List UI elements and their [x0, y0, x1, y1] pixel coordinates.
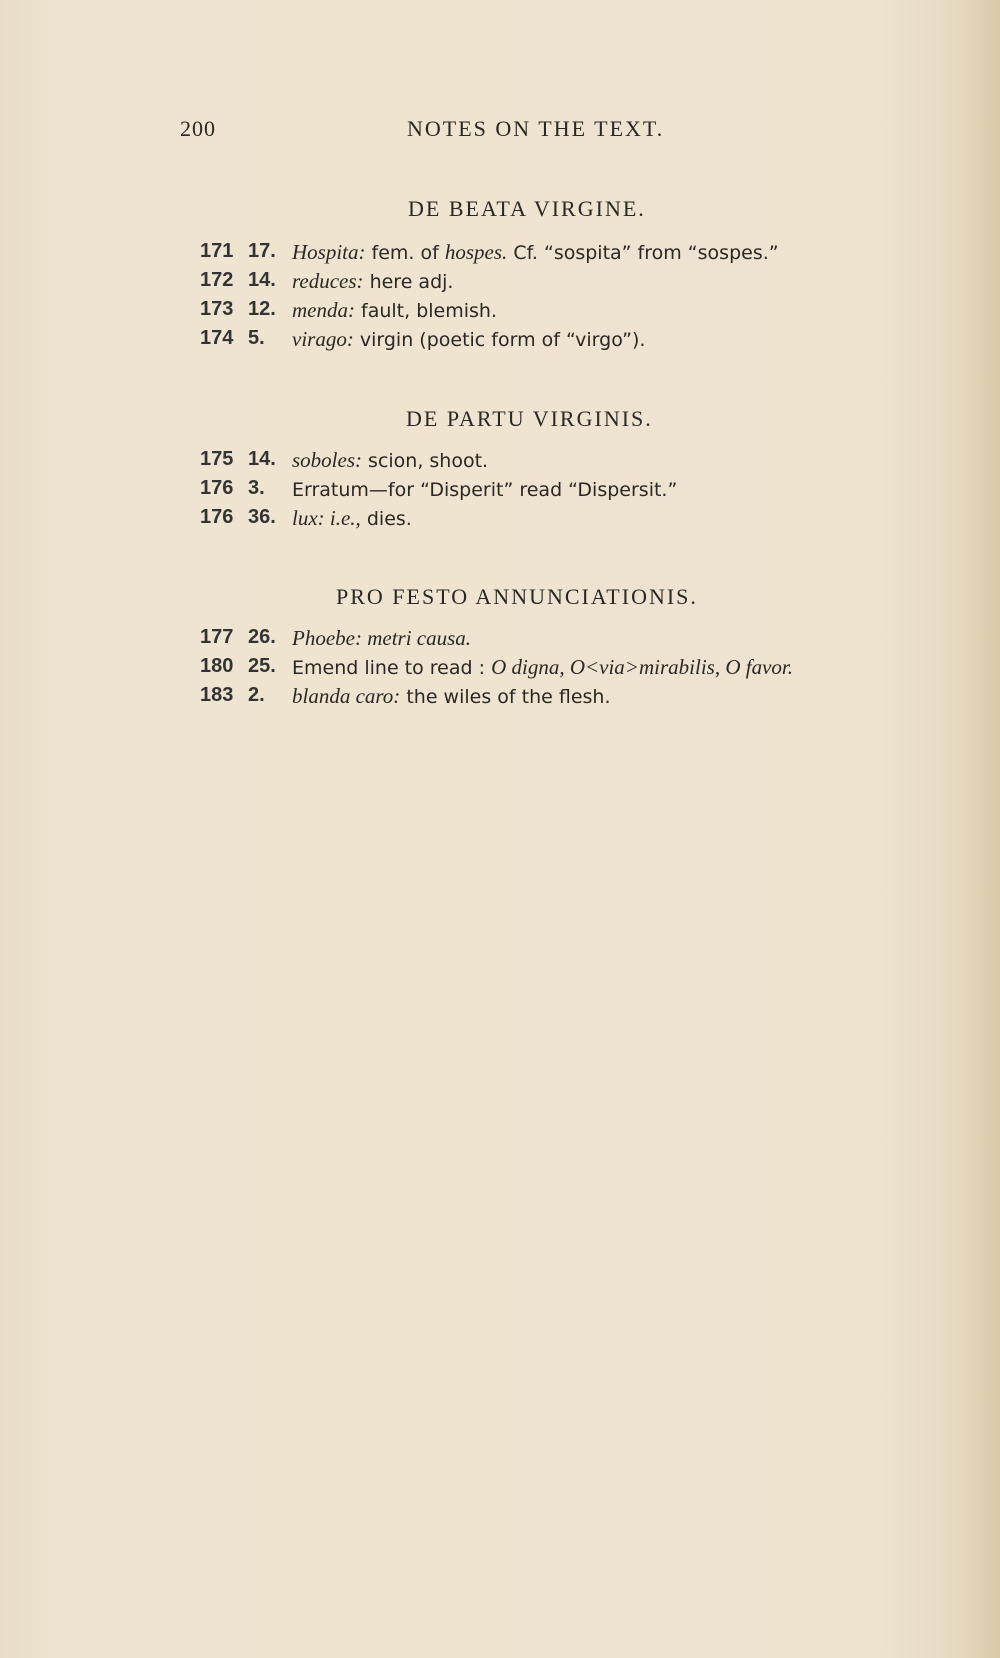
note-reference: 171 17. — [200, 240, 276, 262]
note-reference: 176 36. — [200, 506, 276, 528]
note-text: lux: i.e., dies. — [292, 506, 412, 530]
note-reference: 175 14. — [200, 448, 276, 470]
note-text: Emend line to read : O digna, O<via>mirabilis, O favor. — [292, 655, 793, 679]
note-reference: 183 2. — [200, 684, 265, 706]
note-text: reduces: here adj. — [292, 269, 454, 293]
book-page: 200 NOTES ON THE TEXT. DE BEATA VIRGINE. 171 17. Hospita: fem. of hospes. Cf. “sospita” from “sospes.” 172 14. reduces: here adj. 173 12. menda: fault, blemish. 174 5. virago: virgin (poetic form of “virgo”). DE PARTU VIRGINIS. 175 14. soboles: scion, shoot. 176 3. Erratum—for “Disperit” read “Dispersit.” 176 36. lux: i.e., dies. PRO FESTO ANNUNCIATIONIS. 177 26. Phoebe: metri causa. 180 25. Emend line to read : O digna, O<via>mirabilis, O favor. 183 2. blanda caro: the wiles of the flesh. — [0, 0, 1000, 1658]
note-text: soboles: scion, shoot. — [292, 448, 489, 472]
note-text: blanda caro: the wiles of the flesh. — [292, 684, 611, 708]
note-text: virago: virgin (poetic form of “virgo”). — [292, 327, 646, 351]
note-text: Erratum—for “Disperit” read “Dispersit.” — [292, 479, 678, 501]
note-reference: 180 25. — [200, 655, 276, 677]
note-reference: 176 3. — [200, 477, 265, 499]
note-text: Hospita: fem. of hospes. Cf. “sospita” from “sospes.” — [292, 240, 779, 264]
note-reference: 172 14. — [200, 269, 276, 291]
note-reference: 177 26. — [200, 626, 276, 648]
note-reference: 174 5. — [200, 327, 265, 349]
note-reference: 173 12. — [200, 298, 276, 320]
running-title: NOTES ON THE TEXT. — [407, 116, 665, 141]
note-text: Phoebe: metri causa. — [292, 626, 472, 650]
page-number: 200 — [180, 116, 216, 141]
page-header — [0, 116, 1000, 146]
note-text: menda: fault, blemish. — [292, 298, 498, 322]
